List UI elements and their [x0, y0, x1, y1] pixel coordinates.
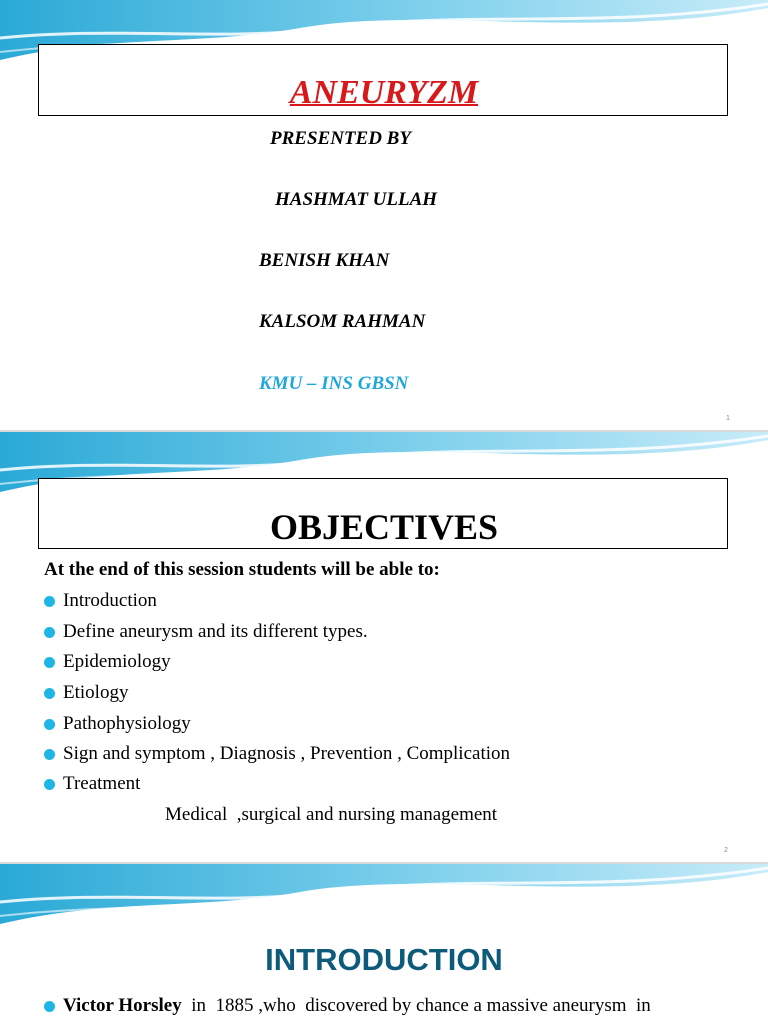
- list-item: Sign and symptom , Diagnosis , Prevention , Complication: [44, 739, 510, 769]
- presenter-name-3: KALSOM RAHMAN: [259, 311, 426, 332]
- slide-1: [0, 0, 768, 432]
- list-item: Introduction: [44, 586, 157, 616]
- slide-number: 2: [724, 847, 728, 854]
- list-item: Treatment: [44, 769, 140, 799]
- list-item: Etiology: [44, 678, 128, 708]
- objectives-intro: At the end of this session students will be able to:: [44, 559, 440, 580]
- slide-number: 1: [726, 415, 730, 422]
- wave-header-decoration: [0, 864, 768, 940]
- presented-by-label: PRESENTED BY: [270, 128, 411, 149]
- presenter-name-1: HASHMAT ULLAH: [275, 189, 438, 210]
- list-item: Pathophysiology: [44, 709, 191, 739]
- slide-3: [0, 864, 768, 1024]
- bullet-dot-icon: [44, 779, 55, 790]
- bullet-dot-icon: [44, 596, 55, 607]
- bullet-dot-icon: [44, 1001, 55, 1012]
- slide-title: OBJECTIVES: [269, 507, 499, 547]
- treatment-sub-item: Medical ,surgical and nursing management: [165, 804, 498, 825]
- list-item: Victor Horsley in 1885 ,who discovered by chance a massive aneurysm in: [44, 991, 651, 1021]
- bullet-dot-icon: [44, 657, 55, 668]
- list-item: Define aneurysm and its different types.: [44, 617, 368, 647]
- bullet-dot-icon: [44, 749, 55, 760]
- bullet-dot-icon: [44, 688, 55, 699]
- presentation-title: ANEURYZM: [289, 74, 479, 111]
- slide-title: INTRODUCTION: [265, 942, 503, 977]
- slide-2: [0, 432, 768, 864]
- bullet-dot-icon: [44, 719, 55, 730]
- presenter-name-2: BENISH KHAN: [259, 250, 390, 271]
- institution-label: KMU – INS GBSN: [259, 373, 409, 394]
- bullet-dot-icon: [44, 627, 55, 638]
- list-item: Epidemiology: [44, 647, 171, 677]
